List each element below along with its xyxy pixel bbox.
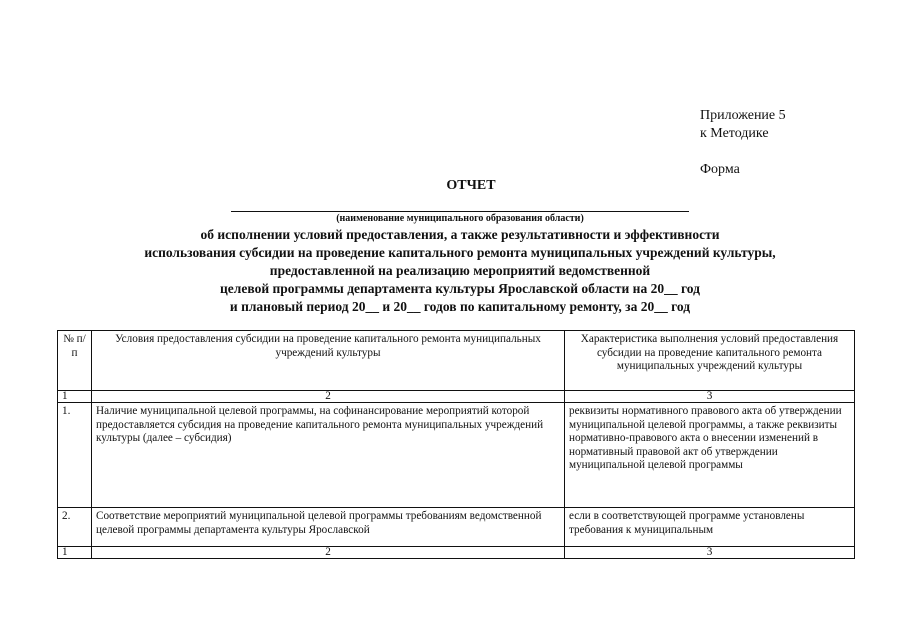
table-header-row (58, 331, 855, 391)
row-condition: Наличие муниципальной целевой программы, на софинансирование мероприятий которой предоставляется субсидия на проведение капитального ремонта муниципальных учреждений культуры (далее – субсидия) (92, 403, 565, 508)
appendix-block (700, 107, 786, 179)
form-label: Форма (700, 162, 740, 177)
subtitle-line: об исполнении условий предоставления, а также результативности и эффективности (200, 227, 720, 242)
column-number: 2 (92, 391, 565, 403)
subtitle-line: и плановый период 20__ и 20__ годов по капитальному ремонту, за 20__ год (229, 299, 691, 314)
row-condition: Соответствие мероприятий муниципальной целевой программы требованиям ведомственной целевой программы департамента культуры Ярославской (92, 508, 565, 547)
column-number: 1 (58, 547, 92, 559)
column-number: 3 (565, 547, 855, 559)
table-row (58, 403, 855, 508)
header-number: № п/п (58, 331, 92, 391)
name-caption: (наименование муниципального образования области) (336, 213, 584, 224)
column-number: 3 (565, 391, 855, 403)
subtitle-line: использования субсидии на проведение капитального ремонта муниципальных учреждений культуры, (144, 245, 776, 260)
column-number: 1 (58, 391, 92, 403)
report-table (57, 330, 855, 559)
row-number: 2. (58, 508, 92, 547)
appendix-reference: к Методике (700, 126, 769, 141)
column-number-row (58, 547, 855, 559)
document-title: ОТЧЕТ (446, 178, 496, 193)
name-fill-line (231, 211, 689, 212)
header-characteristics: Характеристика выполнения условий предоставления субсидии на проведение капитального ремонта муниципальных учреждений культуры (565, 331, 855, 391)
appendix-number: Приложение 5 (700, 108, 786, 123)
subtitle-line: предоставленной на реализацию мероприятий ведомственной (269, 263, 651, 278)
subtitle-line: целевой программы департамента культуры Ярославской области на 20__ год (220, 281, 700, 296)
table-row (58, 508, 855, 547)
row-characteristic: если в соответствующей программе установлены требования к муниципальным (565, 508, 855, 547)
row-number: 1. (58, 403, 92, 508)
column-number-row (58, 391, 855, 403)
header-conditions: Условия предоставления субсидии на проведение капитального ремонта муниципальных учреждений культуры (92, 331, 565, 391)
document-subtitle (90, 226, 830, 316)
column-number: 2 (92, 547, 565, 559)
row-characteristic: реквизиты нормативного правового акта об утверждении муниципальной целевой программы, а также реквизиты нормативно-правового акта о внесении изменений в нормативный правовой акт об утверждении муниципальной целевой программы (565, 403, 855, 508)
